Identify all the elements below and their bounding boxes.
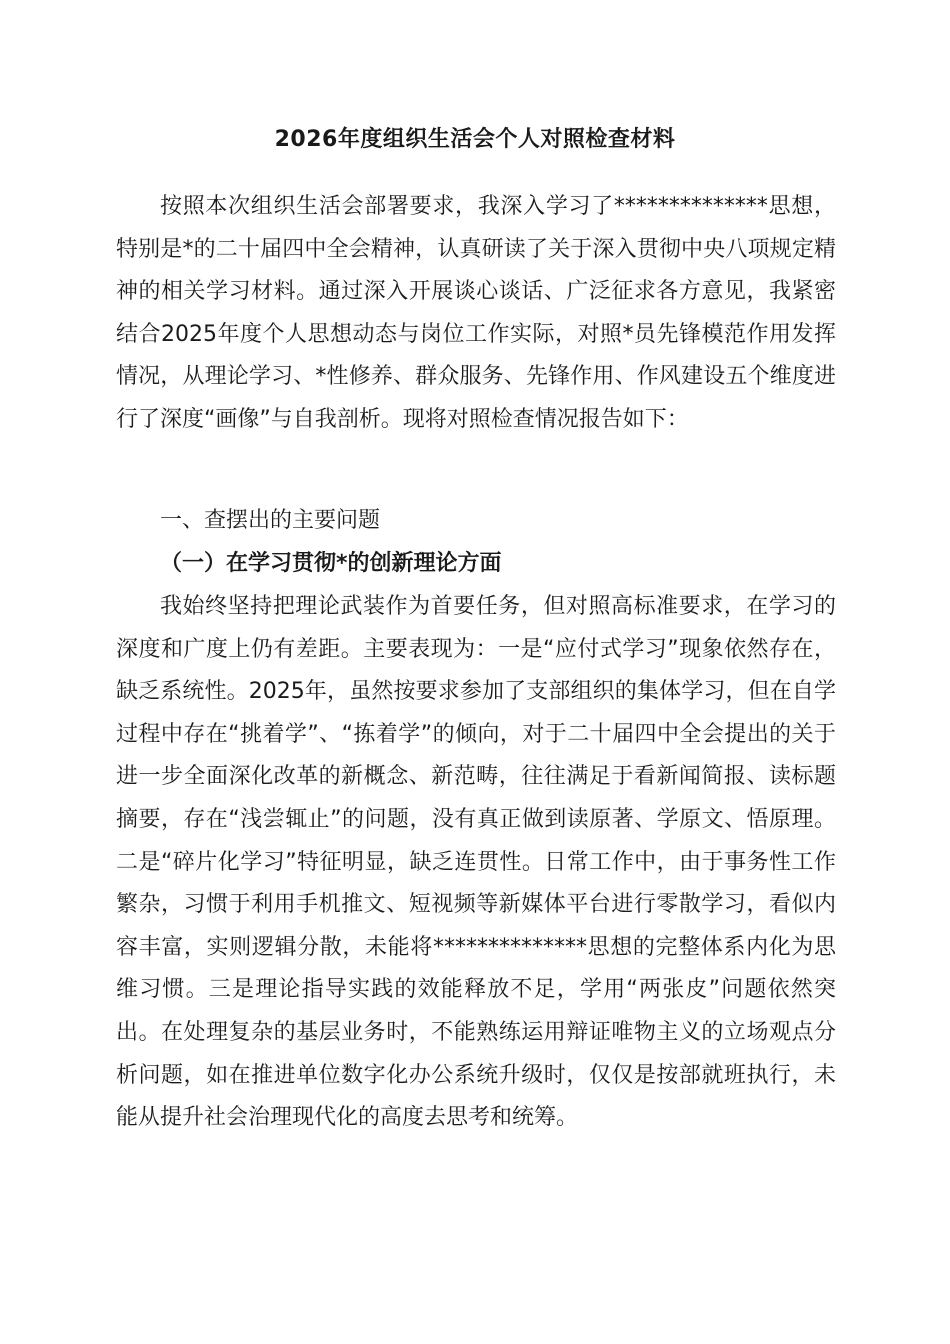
intro-paragraph: 按照本次组织生活会部署要求，我深入学习了**************思想，特别是*的二十届四中全会精神，认真研读了关于深入贯彻中央八项规定精神的相关学习材料。通过深入开展谈心谈话、广泛征求各方意见，我紧密结合2025年度个人思想动态与岗位工作实际，对照*员先锋模范作用发挥情况，从理论学习、*性修养、群众服务、先锋作用、作风建设五个维度进行了深度“画像”与自我剖析。现将对照检查情况报告如下： <box>116 194 836 432</box>
subsection-heading: （一）在学习贯彻*的创新理论方面 <box>160 551 502 576</box>
document-title: 2026年度组织生活会个人对照检查材料 <box>274 127 676 152</box>
section-heading: 一、查摆出的主要问题 <box>160 508 381 533</box>
subsection-paragraph: 我始终坚持把理论武装作为首要任务，但对照高标准要求，在学习的深度和广度上仍有差距。主要表现为：一是“应付式学习”现象依然存在，缺乏系统性。2025年，虽然按要求参加了支部组织的集体学习，但在自学过程中存在“挑着学”、“拣着学”的倾向，对于二十届四中全会提出的关于进一步全面深化改革的新概念、新范畴，往往满足于看新闻简报、读标题摘要，存在“浅尝辄止”的问题，没有真正做到读原著、学原文、悟原理。二是“碎片化学习”特征明显，缺乏连贯性。日常工作中，由于事务性工作繁杂，习惯于利用手机推文、短视频等新媒体平台进行零散学习，看似内容丰富，实则逻辑分散，未能将**************思想的完整体系内化为思维习惯。三是理论指导实践的效能释放不足，学用“两张皮”问题依然突出。在处理复杂的基层业务时，不能熟练运用辩证唯物主义的立场观点分析问题，如在推进单位数字化办公系统升级时，仅仅是按部就班执行，未能从提升社会治理现代化的高度去思考和统筹。 <box>116 594 836 1131</box>
